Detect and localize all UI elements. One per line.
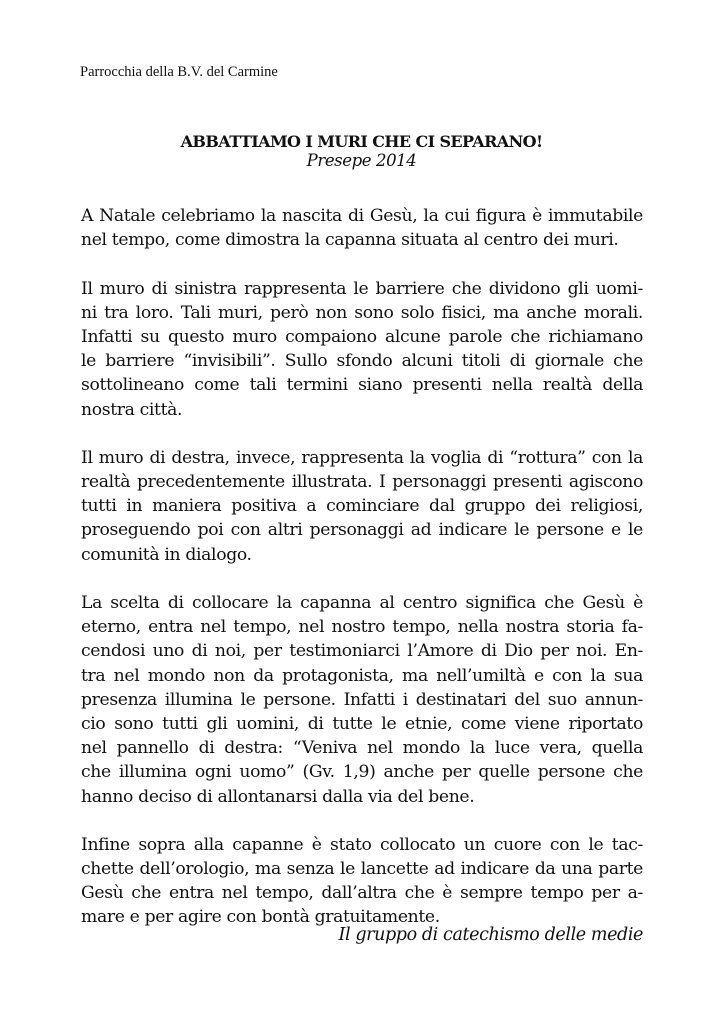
parish-header: Parrocchia della B.V. del Carmine (80, 64, 278, 80)
paragraph-line: realtà precedentemente illustrata. I personaggi presenti agiscono (81, 472, 643, 493)
paragraph-line: tutti in maniera positiva a cominciare dal gruppo dei religiosi, (81, 496, 643, 517)
paragraph-line: tra nel mondo non da protagonista, ma nell’umiltà e con la sua (81, 665, 643, 686)
paragraph-line: che illumina ogni uomo” (Gv. 1,9) anche per quelle persone che (81, 762, 643, 783)
body-text (81, 204, 643, 954)
document-subtitle: Presepe 2014 (306, 151, 417, 170)
paragraph-line: comunità in dialogo. (81, 544, 252, 565)
paragraph (81, 204, 643, 252)
paragraph-line: Il muro di destra, invece, rappresenta la voglia di “rottura” con la (81, 447, 643, 468)
paragraph-line: cio sono tutti gli uomini, di tutte le etnie, come viene riportato (81, 713, 643, 734)
paragraph-line: Gesù che entra nel tempo, dall’altra che è sempre tempo per a- (81, 883, 643, 904)
paragraph-line: sottolineano come tali termini siano presenti nella realtà della (81, 375, 643, 396)
paragraph-line: Infine sopra alla capanne è stato collocato un cuore con le tac- (81, 834, 643, 855)
paragraph (81, 833, 643, 930)
document-title: ABBATTIAMO I MURI CHE CI SEPARANO! (180, 132, 543, 151)
paragraph-line: A Natale celebriamo la nascita di Gesù, la cui figura è immutabile (81, 206, 643, 226)
paragraph-line: nel tempo, come dimostra la capanna situata al centro dei muri. (81, 230, 619, 251)
paragraph-line: mare e per agire con bontà gratuitamente. (81, 907, 440, 928)
paragraph (81, 446, 643, 567)
paragraph (81, 277, 643, 422)
paragraph-line: Il muro di sinistra rappresenta le barriere che dividono gli uomi- (81, 278, 643, 299)
paragraph-line: nel pannello di destra: “Veniva nel mondo la luce vera, quella (81, 738, 643, 759)
paragraph-line: eterno, entra nel tempo, nel nostro tempo, nella nostra storia fa- (81, 617, 643, 638)
paragraph-line: chette dell’orologio, ma senza le lancette ad indicare da una parte (81, 859, 643, 880)
paragraph-line: le barriere “invisibili”. Sullo sfondo alcuni titoli di giornale che (81, 351, 643, 372)
paragraph-line: hanno deciso di allontanarsi dalla via del bene. (81, 786, 475, 807)
signature: Il gruppo di catechismo delle medie (338, 925, 643, 945)
paragraph-line: ni tra loro. Tali muri, però non sono solo fisici, ma anche morali. (81, 302, 643, 323)
paragraph-line: Infatti su questo muro compaiono alcune parole che richiamano (81, 326, 643, 347)
paragraph (81, 591, 643, 809)
paragraph-line: nostra città. (81, 399, 183, 420)
paragraph-line: proseguendo poi con altri personaggi ad indicare le persone e le (81, 520, 643, 541)
paragraph-line: presenza illumina le persone. Infatti i destinatari del suo annun- (81, 689, 643, 710)
paragraph-line: cendosi uno di noi, per testimoniarci l’Amore di Dio per noi. En- (81, 641, 643, 662)
paragraph-line: La scelta di collocare la capanna al centro significa che Gesù è (81, 593, 643, 613)
